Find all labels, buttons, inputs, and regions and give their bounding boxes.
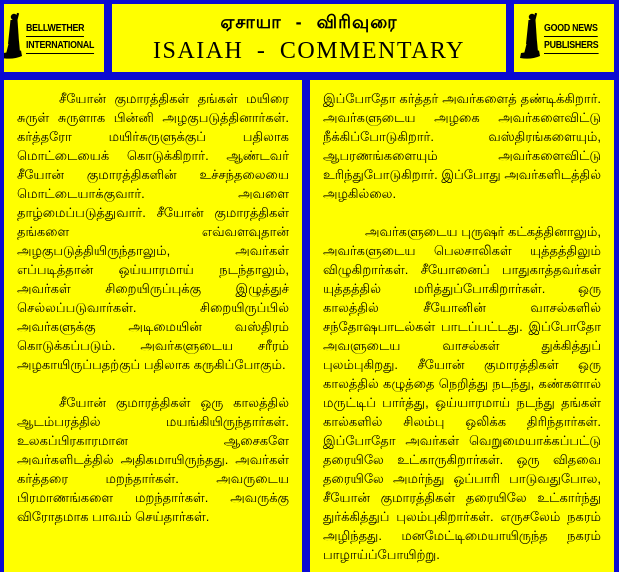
page-title-tamil: ஏசாயா - விரிவுரை — [220, 11, 398, 32]
left-column-paragraph-2: சீயோன் குமாரத்திகள் ஒரு காலத்தில் ஆடம்பரத்தில் மயங்கியிருந்தார்கள். உலகப்பிரகாரமான ஆசைகளே அவர்களிடத்தில் அதிகமாயிருந்தது. அவர்கள் கர்த்தரை மறந்தார்கள். அவருடைய பிரமாணங்களை மறந்தார்கள். அவருக்கு விரோதமாக பாவம் செய்தார்கள். — [17, 395, 289, 524]
right-column-paragraph-2: அவர்களுடைய புருஷர் கட்கத்தினாலும், அவர்களுடைய பெலசாலிகள் யுத்தத்திலும் விழுகிறார்கள். சீயோனைப் பாதுகாத்தவர்கள் யுத்தத்தில் மரித்துப்போகிறார்கள். ஒரு காலத்தில் சீயோனின் வாசல்களில் சந்தோஷபாடல்கள் பாடப்பட்டது. இப்போதோ அவளுடைய வாசல்கள் துக்கித்துப் புலம்புகிறது. சீயோன் குமாரத்திகள் ஒரு காலத்தில் கழுத்தை நெறித்து நடந்து, கண்களால் மருட்டிப் பார்த்து, ஒய்யாரமாய் நடந்து தங்கள் கால்களில் சிலம்பு ஒலிக்க திரிந்தார்கள். இப்போதோ அவர்கள் வெறுமையாக்கப்பட்டு தரையிலே உட்காருகிறார்கள். ஒரு விதவை தரையிலே அமர்ந்து ஒப்பாரி பாடுவதுபோல, சீயோன் குமாரத்திகள் தரையிலே உட்கார்ந்து துர்க்கித்துப் புலம்புகிறார்கள். எருசலேம் நகரம் அழிந்தது. மனமேட்டிமையாயிருந்த நகரம் பாழாய்ப்போயிற்று. — [323, 224, 601, 562]
left-text-column — [4, 80, 302, 572]
bellwether-logo — [4, 4, 104, 72]
good-news-figure-icon — [519, 12, 541, 65]
good-news-publishers-logo — [514, 4, 614, 72]
page-title-english: ISAIAH - COMMENTARY — [153, 37, 465, 64]
bellwether-figure-icon — [4, 12, 23, 65]
left-column-paragraph-1: சீயோன் குமாரத்திகள் தங்கள் மயிரை சுருள் சுருளாக பின்னி அழகுபடுத்தினார்கள். கர்த்தரோ மயிர்சுருளுக்குப் பதிலாக மொட்டையைக் கொடுக்கிறார். ஆண்டவர் சீயோன் குமாரத்திகளின் உச்சந்தலையை மொட்டையாக்குவார். அவளை தாழ்மைப்படுத்துவார். சீயோன் குமாரத்திகள் தங்களை எவ்வளவுதான் அழகுபடுத்தியிருந்தாலும், அவர்கள் எப்படித்தான் ஒய்யாரமாய் நடந்தாலும், அவர்கள் சிறையிருப்புக்கு இழுத்துச் செல்லப்படுவார்கள். சிறையிருப்பில் அவர்களுக்கு அடிமையின் வஸ்திரம் கொடுக்கப்படும். அவர்களுடைய சரீரம் அழகாயிருப்பதற்குப் பதிலாக கருகிப்போகும். — [17, 91, 289, 372]
header — [4, 4, 614, 72]
right-column-paragraph-1: இப்போதோ கர்த்தர் அவர்களைத் தண்டிக்கிறார். அவர்களுடைய அழகை அவர்களைவிட்டு நீக்கிப்போடுகிறார். வஸ்திரங்களையும், ஆபரணங்களையும் அவர்களைவிட்டு உரிந்துபோடுகிறார். இப்போது அவர்களிடத்தில் அழகில்லை. — [323, 91, 601, 201]
commentary-body — [4, 80, 614, 572]
title-panel — [112, 4, 506, 72]
bellwether-logo-line1: BELLWETHER — [26, 22, 84, 37]
bellwether-logo-line2: INTERNATIONAL — [26, 39, 94, 54]
right-text-column — [310, 80, 614, 572]
good-news-logo-line1: GOOD NEWS — [544, 22, 598, 37]
good-news-logo-line2: PUBLISHERS — [544, 39, 598, 54]
